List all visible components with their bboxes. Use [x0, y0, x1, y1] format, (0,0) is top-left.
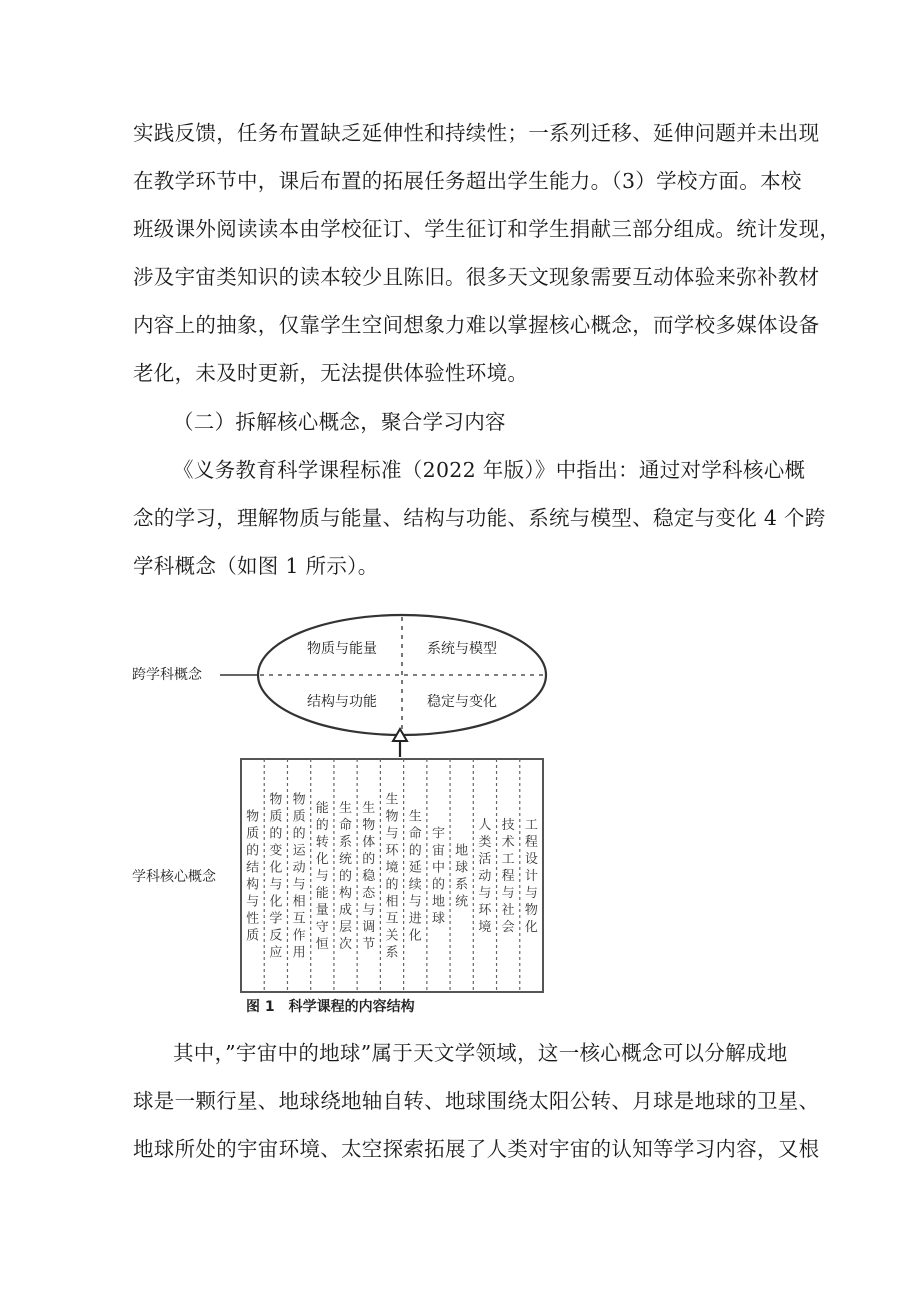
text-line: 内容上的抽象，仅靠学生空间想象力难以掌握核心概念，而学校多媒体设备 — [133, 313, 820, 337]
cross-concept-4: 稳定与变化 — [427, 694, 497, 710]
text-line: 在教学环节中，课后布置的拓展任务超出学生能力。（3）学校方面。本校 — [133, 169, 802, 193]
core-concept-column: 生物体的稳态与调节 — [362, 801, 376, 952]
figure-caption: 图 1 科学课程的内容结构 — [246, 999, 415, 1015]
text-line: 其中，”宇宙中的地球”属于天文学领域，这一核心概念可以分解成地 — [173, 1041, 788, 1065]
core-concept-column: 技术工程与社会 — [501, 818, 515, 935]
core-concept-column: 生物与环境的相互关系 — [385, 792, 399, 961]
text-line: 《义务教育科学课程标准（2022 年版）》中指出：通过对学科核心概 — [173, 458, 806, 482]
core-concept-column: 地球系统 — [455, 843, 469, 910]
core-concept-column: 生命系统的构成层次 — [339, 801, 353, 952]
cross-concept-3: 结构与功能 — [307, 694, 377, 710]
label-core-concepts: 学科核心概念 — [132, 869, 216, 885]
core-concept-column: 宇宙中的地球 — [431, 826, 445, 927]
figure-content-structure — [128, 607, 548, 1020]
text-line: 学科概念（如图 1 所示）。 — [133, 554, 379, 578]
text-line: 球是一颗行星、地球绕地轴自转、地球围绕太阳公转、月球是地球的卫星、 — [133, 1089, 820, 1113]
core-concept-column: 物质的运动与相互作用 — [292, 792, 306, 961]
core-concept-column: 物质的结构与性质 — [246, 809, 260, 944]
label-cross-concepts: 跨学科概念 — [132, 667, 202, 683]
text-line: 涉及宇宙类知识的读本较少且陈旧。很多天文现象需要互动体验来弥补教材 — [133, 265, 820, 289]
text-line: 班级课外阅读读本由学校征订、学生征订和学生捐献三部分组成。统计发现， — [133, 217, 841, 241]
text-line: 地球所处的宇宙环境、太空探索拓展了人类对宇宙的认知等学习内容，又根 — [133, 1137, 820, 1161]
core-concept-column: 人类活动与环境 — [478, 818, 492, 935]
core-concept-column: 物质的变化与化学反应 — [269, 792, 283, 961]
core-concept-column: 生命的延续与进化 — [408, 809, 422, 944]
section-heading: （二）拆解核心概念，聚合学习内容 — [173, 410, 506, 434]
text-line: 实践反馈，任务布置缺乏延伸性和持续性；一系列迁移、延伸问题并未出现 — [133, 121, 820, 145]
cross-concept-1: 物质与能量 — [307, 641, 377, 657]
cross-concept-2: 系统与模型 — [427, 641, 497, 657]
text-line: 老化，未及时更新，无法提供体验性环境。 — [133, 361, 529, 385]
text-line: 念的学习，理解物质与能量、结构与功能、系统与模型、稳定与变化 4 个跨 — [133, 506, 826, 530]
core-concept-column: 能的转化与能量守恒 — [315, 801, 329, 952]
core-concept-column: 工程设计与物化 — [524, 818, 538, 935]
